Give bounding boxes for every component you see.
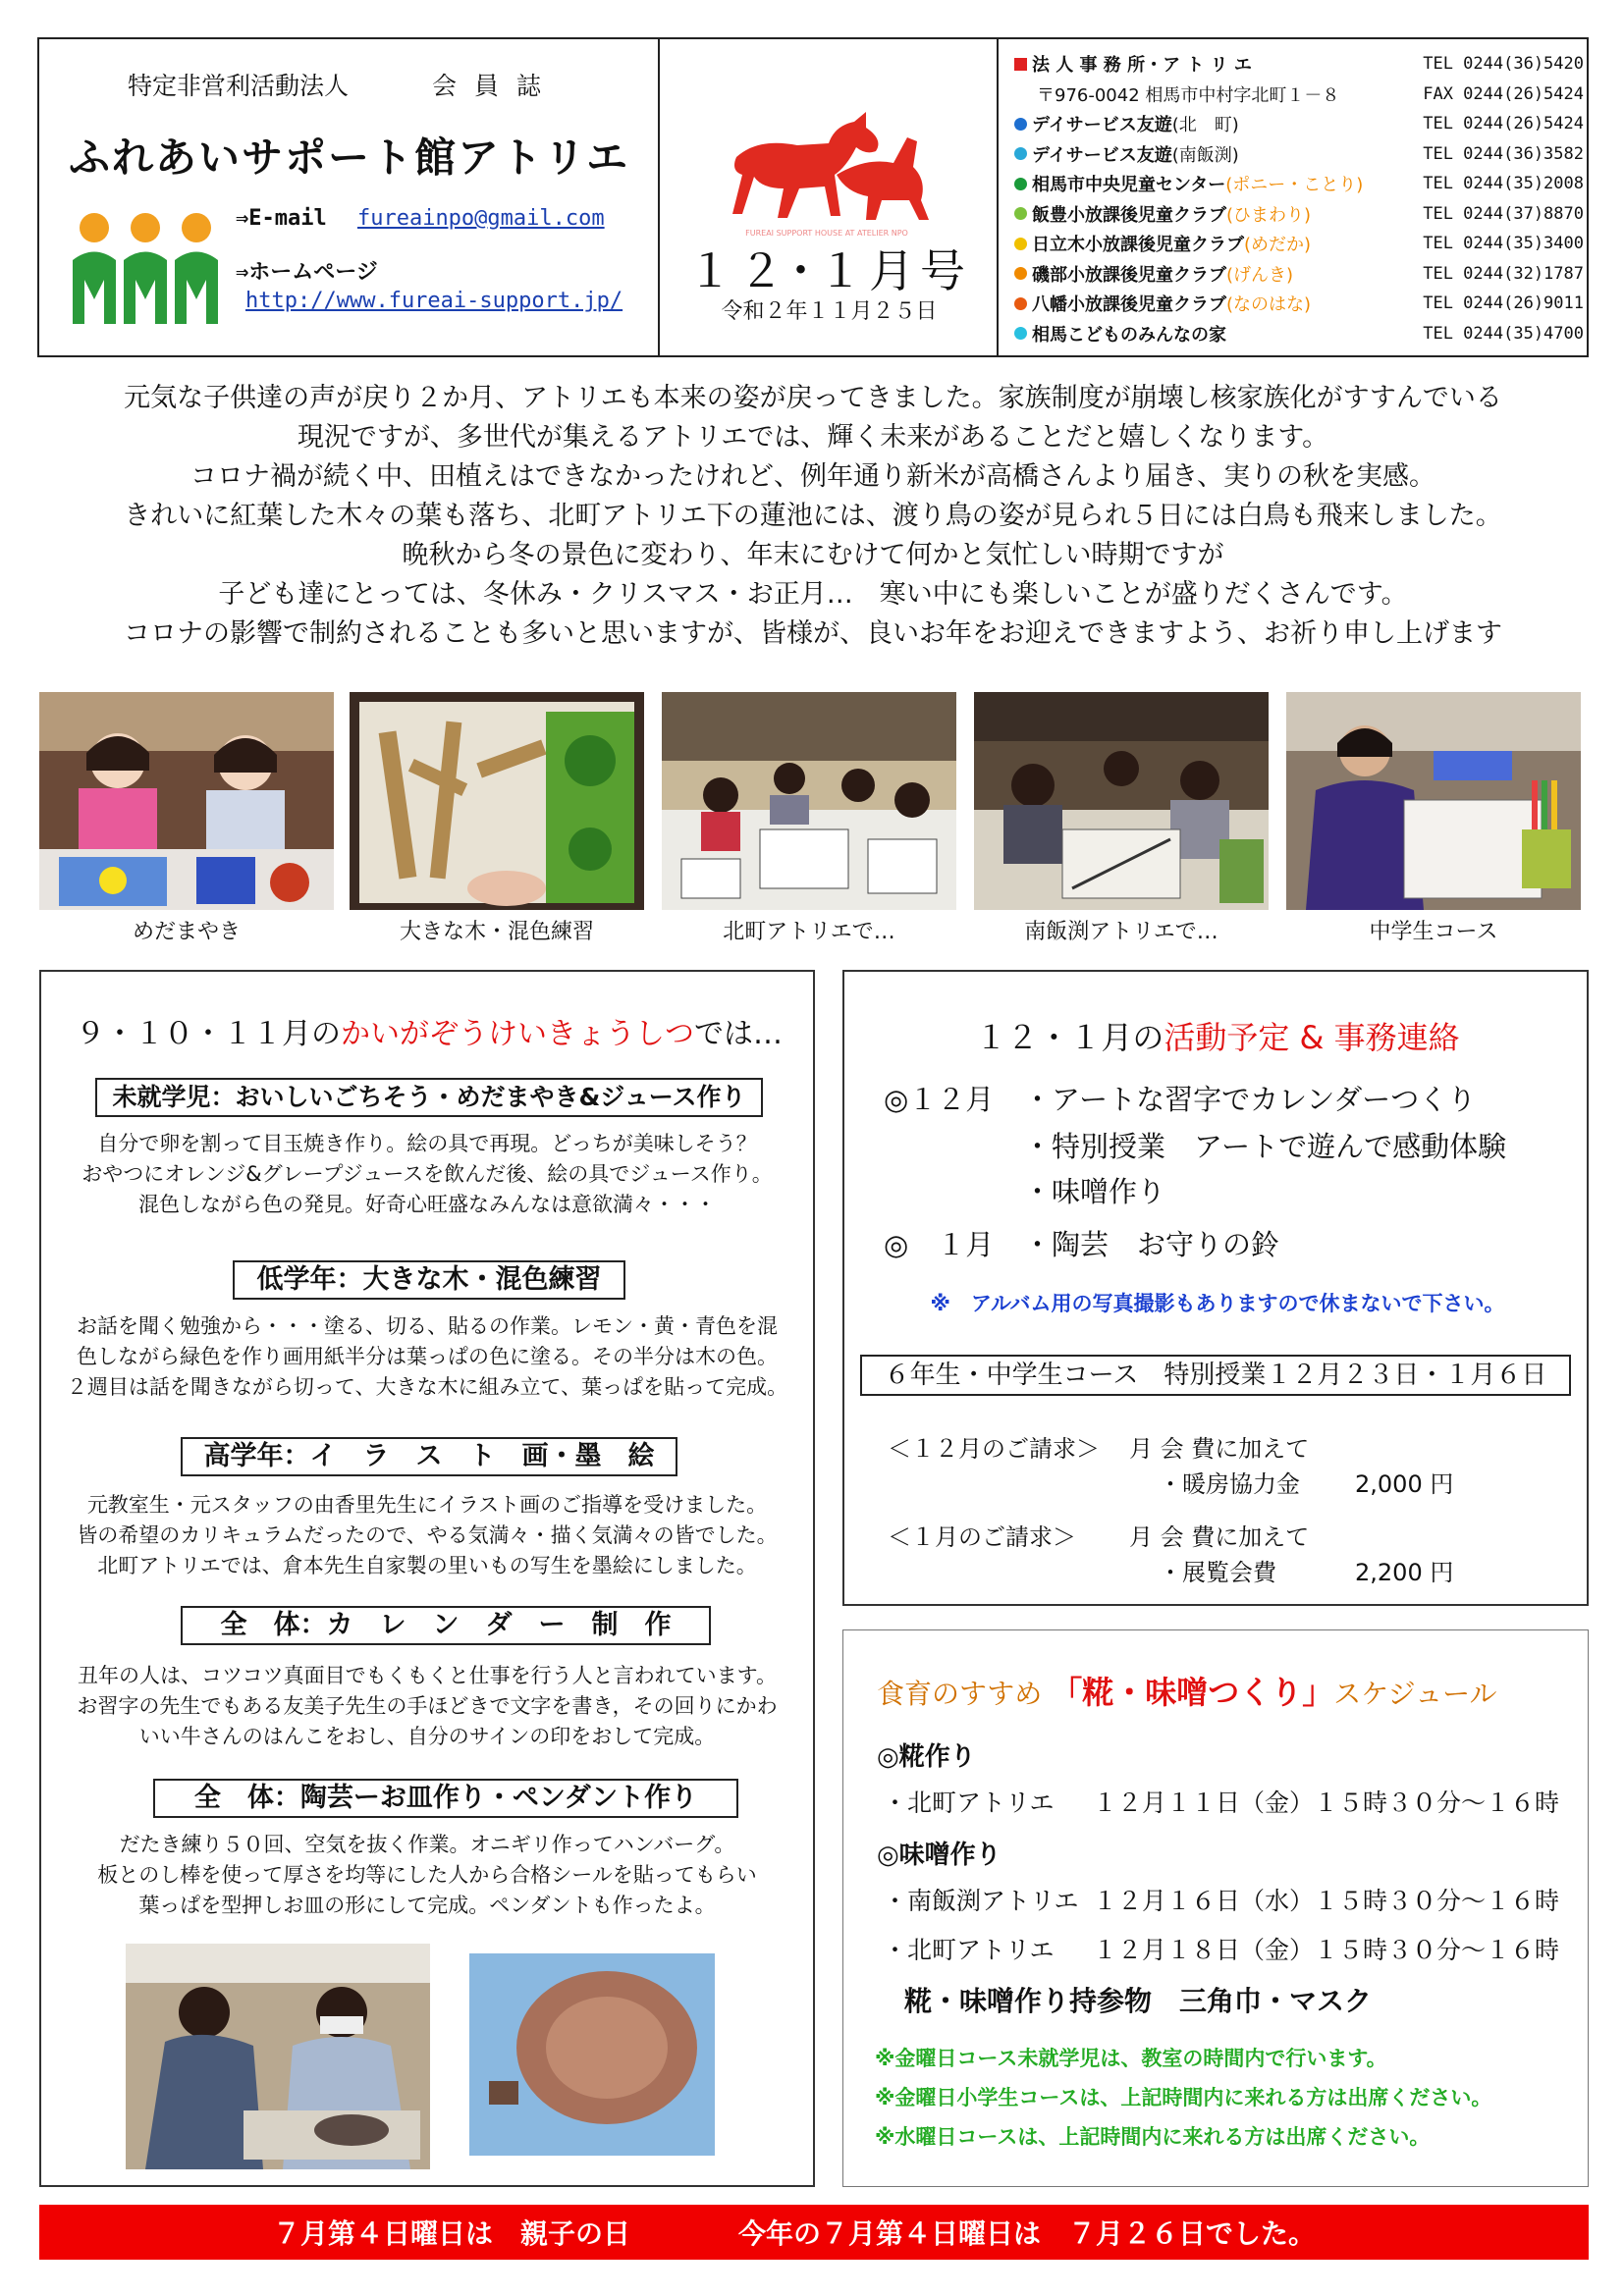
section-heading: 全 体：陶芸ーお皿作り・ペンダント作り [153,1779,738,1818]
dot-bullet-icon [1014,118,1027,131]
art-class-title [41,1009,817,1052]
section-body [59,1490,795,1581]
schedule-title-red: 活動予定 & 事務連絡 [1164,1019,1460,1056]
office-name-wrap [1032,321,1417,347]
photo-notice: ※ アルバム用の写真撮影もありますので休まないで下さい。 [930,1292,1505,1315]
photo-caption: めだまやき [132,920,241,944]
office-tel: TEL 0244(35)2008 [1423,174,1584,193]
section-line: だたき練り５０回、空気を抜く作業。オニギリ作ってハンバーグ。 [119,1833,735,1856]
office-tel: TEL 0244(36)5420 [1423,54,1584,74]
photo-junior-high [1286,692,1581,910]
office-name-wrap [1032,51,1417,77]
schedule-title [844,1013,1591,1058]
billing-label: ＜１月のご請求＞ [888,1523,1076,1551]
dot-bullet-icon [1014,147,1027,160]
office-name-wrap [1032,171,1417,196]
office-sub: (ひまわり) [1226,204,1312,226]
office-tel: TEL 0244(26)9011 [1423,294,1584,313]
homepage-label: ⇒ホームページ [236,260,378,285]
office-row [1014,139,1584,169]
photo-caption: 中学生コース [1369,920,1498,944]
office-sub: (げんき) [1226,264,1294,286]
section-line: いい牛さんのはんこをおし、自分のサインの印をおして完成。 [138,1725,716,1748]
office-row [1014,199,1584,229]
section-line: 色しながら緑色を作り画用紙半分は葉っぱの色に塗る。その半分は木の色。 [77,1345,778,1368]
office-name: デイサービス友遊 [1032,144,1172,166]
email-link[interactable]: fureainpo@gmail.com [356,206,605,231]
office-row [1014,49,1584,79]
office-name: 飯豊小放課後児童クラブ [1032,204,1226,226]
office-directory [999,39,1591,355]
intro-line: 子ども達にとっては、冬休み・クリスマス・お正月… 寒い中にも楽しいことが盛りだくさんです。 [218,579,1408,610]
section-line: 板とのし棒を使って厚さを均等にした人から合格シールを貼ってもらい [97,1863,757,1887]
december-item: ・味噌作り [1023,1175,1166,1208]
intro-line: コロナ禍が続く中、田植えはできなかったけれど、例年通り新米が高橋さんより届き、実りの秋を実感。 [190,461,1435,492]
office-tel: TEL 0244(35)4700 [1423,323,1584,344]
office-sub: (めだか) [1244,235,1312,255]
office-row [1014,109,1584,138]
section-heading: 高学年：イ ラ ス ト 画・墨 絵 [181,1437,677,1476]
billing-amount: 2,200 円 [1355,1559,1454,1586]
intro-line: 元気な子供達の声が戻り２か月、アトリエも本来の姿が戻ってきました。家族制度が崩壊し核家族化がすすんでいる [124,383,1502,413]
office-tel: FAX 0244(26)5424 [1423,83,1584,104]
horse-logo-icon [719,98,935,245]
koji-time: １２月１１日（金）１５時３０分～１６時 [1093,1789,1560,1817]
office-row [1014,169,1584,198]
intro-line: コロナの影響で制約されることも多いと思いますが、皆様が、良いお年をお迎えできますよう、お祈り申し上げます [124,618,1502,649]
office-name-wrap [1037,81,1417,107]
billing-item: ・展覧会費 [1159,1559,1276,1586]
office-row [1014,289,1584,318]
office-name: 八幡小放課後児童クラブ [1032,294,1226,315]
section-line: 皆の希望のカリキュラムだったので、やる気満々・描く気満々の皆でした。 [77,1523,778,1547]
dot-bullet-icon [1014,87,1032,100]
miso-time: １２月１６日（水）１５時３０分～１６時 [1093,1887,1560,1915]
koji-label: ◎糀作り [877,1742,976,1772]
office-name: デイサービス友遊 [1032,115,1172,135]
january-label: ◎ １月 [884,1228,995,1261]
section-line: 葉っぱを型押しお皿の形にして完成。ペンダントも作ったよ。 [138,1894,716,1917]
section-line: 自分で卵を割って目玉焼き作り。絵の具で再現。どっちが美味しそう？ [97,1132,757,1155]
office-sub: (北 町) [1171,115,1239,135]
section-heading: 全 体：カ レ ン ダ ー 制 作 [181,1606,711,1645]
photo-minami-iibuchi [974,692,1269,910]
section-line: 元教室生・元スタッフの由香里先生にイラスト画のご指導を受けました。 [86,1493,768,1517]
art-class-report [39,970,815,2187]
masthead-title-block [39,39,660,355]
dot-bullet-icon [1014,327,1027,340]
footer-banner [39,2205,1589,2260]
special-class-banner: ６年生・中学生コース 特別授業１２月２３日・１月６日 [860,1355,1571,1396]
bring-items: 糀・味噌作り持参物 三角巾・マスク [904,1985,1373,2017]
npo-label: 特定非営利活動法人 [128,72,350,100]
photo-caption: 南飯渕アトリエで… [1024,920,1218,944]
miso-time: １２月１８日（金）１５時３０分～１６時 [1093,1936,1560,1964]
billing-amount: 2,000 円 [1355,1470,1454,1498]
email-row [236,206,605,231]
office-name: 〒976-0042 相馬市中村字北町１－８ [1037,84,1340,106]
photo-caption: 北町アトリエで… [723,920,895,944]
office-row [1014,259,1584,289]
intro-line: 晩秋から冬の景色に変わり、年末にむけて何かと気忙しい時期ですが [402,540,1224,570]
billing-label: ＜１２月のご請求＞ [888,1435,1100,1463]
billing-item: ・暖房協力金 [1159,1470,1300,1498]
issue-date: 令和２年１１月２５日 [721,299,938,324]
miso-label: ◎味噌作り [877,1841,1001,1870]
square-bullet-icon [1014,58,1027,71]
dot-bullet-icon [1014,267,1027,280]
koji-place: ・北町アトリエ [883,1789,1055,1817]
section-line: お話を聞く勉強から・・・塗る、切る、貼るの作業。レモン・黄・青色を混 [77,1314,778,1338]
miso-place: ・北町アトリエ [883,1936,1055,1964]
art-class-title-pre: ９・１０・１１月の [76,1017,341,1051]
office-name-wrap [1032,111,1417,136]
section-body [59,1311,795,1403]
miso-title-pre: 食育のすすめ [877,1678,1043,1710]
schedule-notice [842,970,1589,1606]
green-note: ※水曜日コースは、上記時間内に来れる方は出席ください。 [875,2125,1431,2149]
miso-schedule [842,1629,1589,2187]
section-body [59,1129,795,1220]
office-row [1014,229,1584,258]
office-row [1014,80,1584,109]
office-name-wrap [1032,201,1417,227]
photo-big-tree [350,692,644,910]
january-item: ・陶芸 お守りの鈴 [1023,1228,1280,1261]
office-tel: TEL 0244(37)8870 [1423,203,1584,224]
homepage-link[interactable]: http://www.fureai-support.jp/ [245,289,623,313]
miso-title-post: スケジュール [1333,1678,1497,1710]
photo-clay-plate [469,1953,715,2156]
office-name-wrap [1032,291,1417,316]
office-sub: (南飯渕) [1171,144,1239,166]
miso-place: ・南飯渕アトリエ [883,1887,1079,1915]
office-name: 法 人 事 務 所・ア ト リ エ [1032,55,1252,76]
dot-bullet-icon [1014,297,1027,310]
billing-desc: 月 会 費に加えて [1129,1523,1310,1551]
december-item: ・特別授業 アートで遊んで感動体験 [1023,1130,1507,1163]
office-name: 相馬市中央児童センター [1032,175,1226,195]
office-tel: TEL 0244(32)1787 [1423,263,1584,284]
issue-number: １２･１月号 [687,244,971,297]
office-row [1014,319,1584,348]
org-name: ふれあいサポート館アトリエ [69,133,630,182]
section-body [59,1830,795,1921]
dot-bullet-icon [1014,207,1027,220]
masthead [37,37,1589,357]
december-item: ・アートな習字でカレンダーつくり [1023,1083,1477,1116]
intro-line: 現況ですが、多世代が集えるアトリエでは、輝く未来があることだと嬉しくなります。 [297,422,1329,453]
art-class-title-red: かいがぞうけいきょうしつ [341,1017,694,1051]
billing-desc: 月 会 費に加えて [1129,1435,1310,1463]
office-sub: (なのはな) [1226,294,1312,315]
intro-message [37,379,1589,654]
office-name-wrap [1032,231,1417,256]
art-class-title-post: では… [694,1017,783,1051]
horse-logo-text: FUREAI SUPPORT HOUSE AT ATELIER NPO [745,229,908,238]
section-body [59,1661,795,1752]
office-name: 相馬こどものみんなの家 [1032,324,1226,346]
green-note: ※金曜日コース未就学児は、教室の時間内で行います。 [875,2047,1387,2070]
photo-caption: 大きな木・混色練習 [399,920,594,944]
dot-bullet-icon [1014,178,1027,190]
photo-medamayaki [39,692,334,910]
photo-pottery-kids [126,1944,430,2169]
section-line: 混色しながら色の発見。好奇心旺盛なみんなは意欲満々・・・ [138,1193,716,1216]
section-line: お習字の先生でもある友美子先生の手ほどきで文字を書き，その回りにかわ [77,1694,778,1718]
intro-line: きれいに紅葉した木々の葉も落ち、北町アトリエ下の蓮池には、渡り鳥の姿が見られ５日には白鳥も飛来しました。 [124,501,1502,531]
office-tel: TEL 0244(36)3582 [1423,143,1584,164]
office-tel: TEL 0244(35)3400 [1423,234,1584,253]
office-name-wrap [1032,141,1417,167]
section-line: ２週目は話を聞きながら切って、大きな木に組み立て、葉っぱを貼って完成。 [66,1375,788,1399]
members-label: 会員誌 [432,72,560,100]
footer-left-text: ７月第４日曜日は 親子の日 [273,2217,631,2250]
section-line: おやつにオレンジ&グレープジュースを飲んだ後、絵の具でジュース作り。 [81,1162,773,1186]
footer-right-text: 今年の７月第４日曜日は ７月２６日でした。 [738,2217,1317,2250]
section-heading: 低学年：大きな木・混色練習 [233,1260,625,1300]
masthead-issue-block [660,39,999,355]
section-line: 北町アトリエでは、倉本先生自家製の里いもの写生を墨絵にしました。 [97,1554,757,1577]
miso-title-red: 「糀・味噌つくり」 [1051,1674,1334,1711]
office-name-wrap [1032,261,1417,287]
org-logo-icon [67,206,224,344]
photo-kitamachi [662,692,956,910]
december-label: ◎１２月 [884,1083,995,1116]
office-tel: TEL 0244(26)5424 [1423,114,1584,133]
dot-bullet-icon [1014,238,1027,250]
office-name: 磯部小放課後児童クラブ [1032,264,1226,286]
schedule-title-pre: １２・１月の [975,1019,1164,1056]
miso-title [877,1668,1497,1713]
office-sub: (ポニー・ことり) [1225,175,1364,195]
office-name: 日立木小放課後児童クラブ [1032,235,1244,255]
email-label: ⇒E-mail [236,206,327,231]
section-heading: 未就学児：おいしいごちそう・めだまやき&ジュース作り [95,1078,763,1117]
section-line: 丑年の人は、コツコツ真面目でもくもくと仕事を行う人と言われています。 [78,1664,777,1687]
green-note: ※金曜日小学生コースは、上記時間内に来れる方は出席ください。 [875,2086,1492,2109]
